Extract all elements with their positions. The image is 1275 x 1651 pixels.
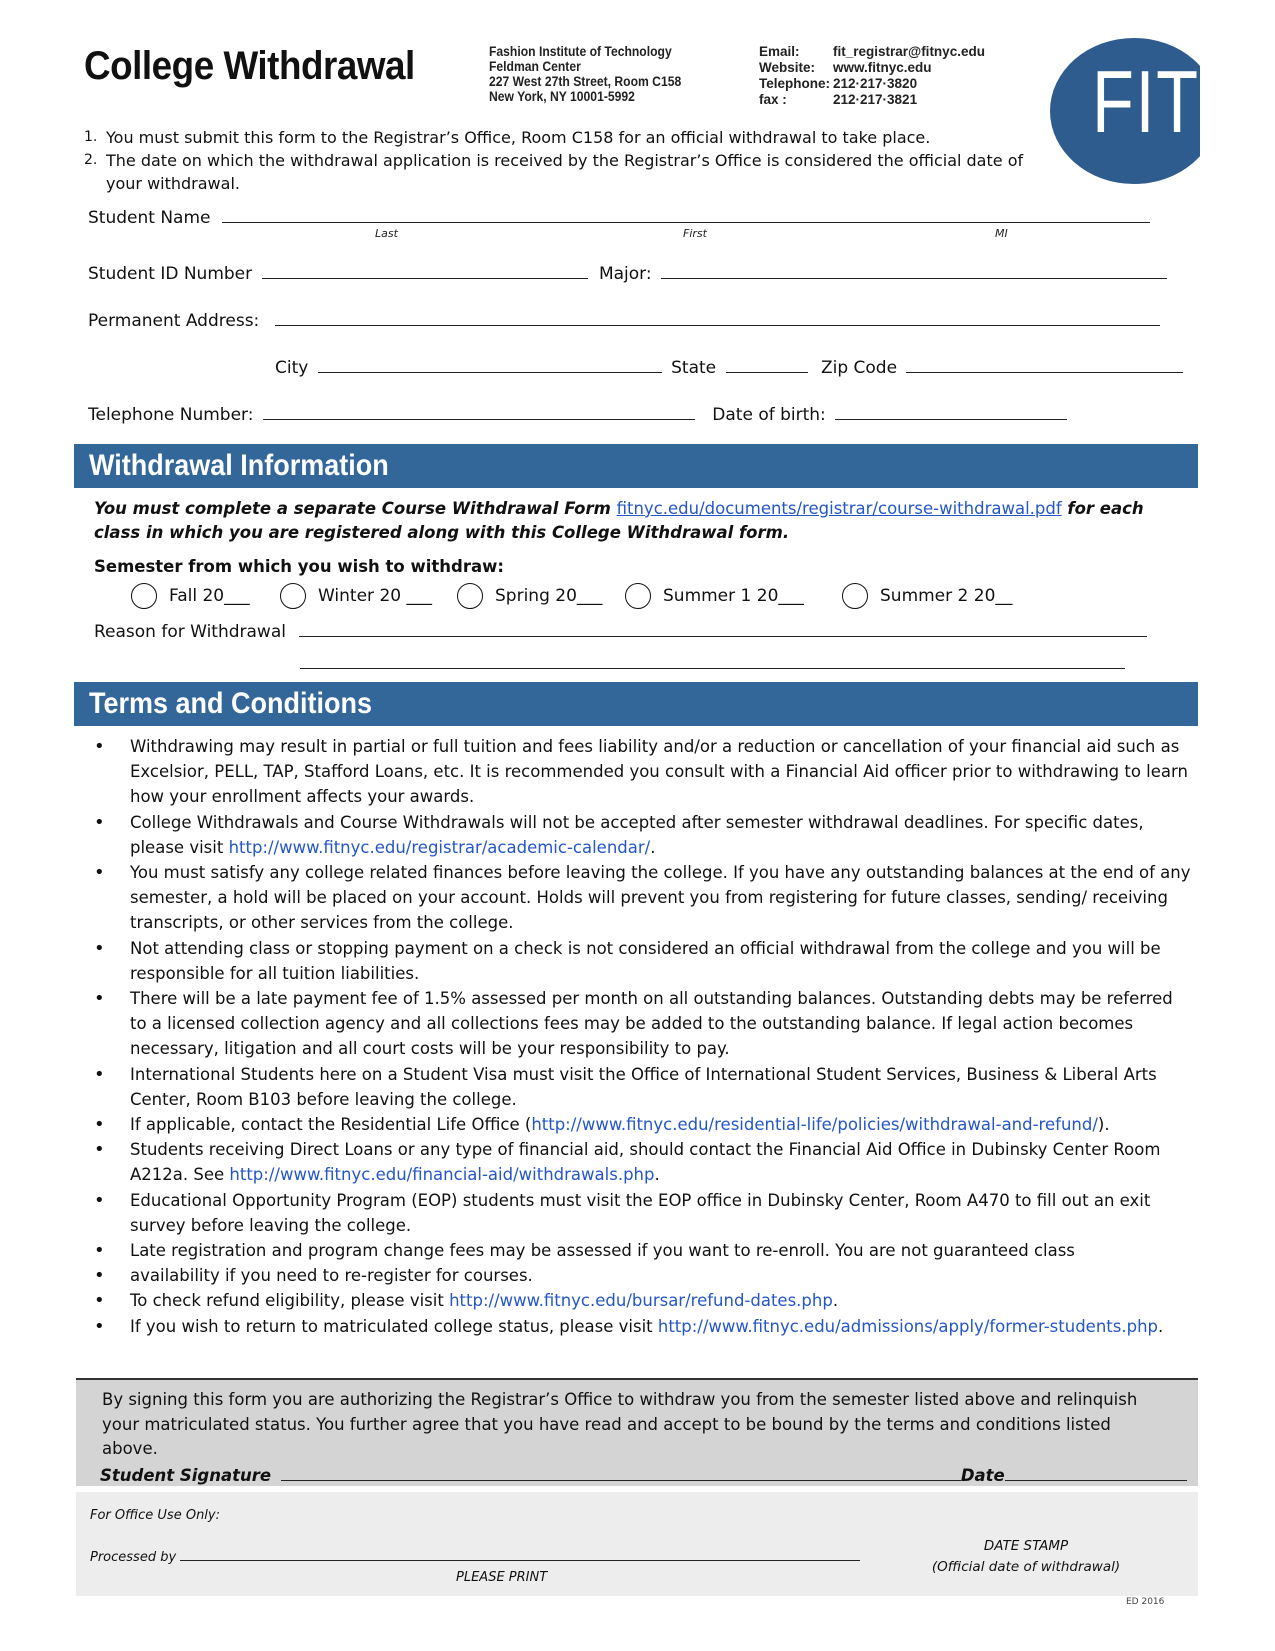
terms-item-text: If applicable, contact the Residential Life Office (: [130, 1115, 532, 1135]
zip-code-label: Zip Code: [820, 358, 898, 378]
dob-field[interactable]: [835, 403, 1067, 420]
instruction-text: You must complete a separate Course Withdrawal Form: [94, 499, 617, 518]
terms-item-text: Not attending class or stopping payment on a check is not considered an official withdrawal from the college and you will be responsible for all tuition liabilities.: [130, 938, 1161, 983]
phone-dob-row: [88, 403, 1067, 425]
office-use-label: For Office Use Only:: [90, 1508, 220, 1523]
contact-info: [759, 44, 985, 108]
website-value: www.fitnyc.edu: [833, 60, 932, 75]
please-print-note: PLEASE PRINT: [456, 1570, 548, 1585]
student-name-label: Student Name: [88, 208, 211, 228]
reason-row: [94, 620, 1147, 642]
instruction-text: The date on which the withdrawal application is received by the Registrar’s Office is considered the official date of your withdrawal.: [106, 151, 1024, 193]
terms-item-text: Withdrawing may result in partial or full tuition and fees liability and/or a reduction or cancellation of your financial aid such as Excelsior, PELL, TAP, Stafford Loans, etc. It is recommended you consult with a Financial Aid officer prior to withdrawing to learn how your enrollment affects your awards.: [130, 737, 1188, 807]
reason-field-line-2[interactable]: [300, 652, 1125, 669]
address-row: [88, 309, 1160, 331]
semester-label: Semester from which you wish to withdraw:: [94, 557, 504, 576]
terms-item-text: Educational Opportunity Program (EOP) students must visit the EOP office in Dubinsky Center, Room A470 to fill out an exit survey before leaving the college.: [130, 1190, 1151, 1235]
permanent-address-field[interactable]: [275, 309, 1160, 326]
state-label: State: [671, 358, 717, 378]
terms-list: [94, 734, 1194, 1339]
date-stamp-label: DATE STAMP: [983, 1538, 1069, 1554]
instructions-list: [84, 126, 1044, 195]
semester-option-label: Winter 20 ___: [318, 586, 432, 606]
address-line: New York, NY 10001-5992: [489, 89, 635, 104]
terms-item-text: .: [832, 1291, 839, 1311]
city-label: City: [275, 358, 309, 378]
terms-item-text: .: [1158, 1316, 1164, 1336]
terms-item-text: College Withdrawals and Course Withdrawals will not be accepted after semester withdrawal deadlines. For specific dates, please visit: [130, 812, 1144, 857]
radio-button[interactable]: [280, 583, 306, 609]
semester-option-label: Summer 1 20___: [663, 586, 804, 606]
terms-heading: [74, 682, 1198, 726]
contact-key: Telephone:: [759, 76, 831, 91]
reason-field[interactable]: [299, 620, 1147, 637]
radio-button[interactable]: [842, 583, 868, 609]
terms-item: [94, 986, 1194, 1062]
signature-box: [76, 1378, 1198, 1486]
instruction-item: [84, 149, 1044, 195]
terms-item: [94, 1263, 1194, 1288]
semester-option-summer2[interactable]: [842, 583, 1012, 609]
terms-item-text: Late registration and program change fees may be assessed if you want to re-enroll. You are not guaranteed class: [130, 1241, 1075, 1261]
terms-item-link[interactable]: http://www.fitnyc.edu/bursar/refund-dates.php: [449, 1291, 833, 1311]
radio-button[interactable]: [457, 583, 483, 609]
terms-item-text: Students receiving Direct Loans or any type of financial aid, should contact the Financial Aid Office in Dubinsky Center Room A212a. See: [130, 1140, 1161, 1185]
semester-option-label: Fall 20___: [169, 586, 250, 606]
institution-address: [489, 44, 681, 104]
terms-item: [94, 810, 1194, 860]
contact-key: Email:: [759, 44, 800, 59]
withdrawal-info-heading: [74, 444, 1198, 488]
terms-item: [94, 1188, 1194, 1238]
semester-option-spring[interactable]: [457, 583, 602, 609]
terms-item-link[interactable]: http://www.fitnyc.edu/registrar/academic-calendar/: [228, 837, 651, 857]
radio-button[interactable]: [131, 583, 157, 609]
instruction-item: [84, 126, 1044, 149]
terms-item-text: To check refund eligibility, please visit: [130, 1291, 450, 1311]
processed-by-field[interactable]: [180, 1548, 860, 1561]
instruction-text: You must submit this form to the Registrar’s Office, Room C158 for an official withdrawal to take place.: [106, 128, 931, 147]
course-withdrawal-link[interactable]: fitnyc.edu/documents/registrar/course-withdrawal.pdf: [616, 499, 1062, 518]
page-title: College Withdrawal: [84, 44, 415, 88]
first-name-caption: First: [683, 227, 707, 240]
terms-item-link[interactable]: http://www.fitnyc.edu/residential-life/policies/withdrawal-and-refund/: [531, 1115, 1098, 1135]
terms-item-text: If you wish to return to matriculated college status, please visit: [130, 1316, 658, 1336]
instruction-text: for each class in which you are registered along with this College Withdrawal form.: [94, 499, 1144, 542]
permanent-address-label: Permanent Address:: [88, 311, 260, 331]
address-line: Fashion Institute of Technology: [489, 44, 672, 59]
telephone-field[interactable]: [263, 403, 695, 420]
official-date-note: (Official date of withdrawal): [931, 1559, 1121, 1575]
terms-item-text: You must satisfy any college related finances before leaving the college. If you have any outstanding balances at the end of any semester, a hold will be placed on your account. Holds will prevent you from registering for future classes, sending/ receiving transcripts, or other services from the college.: [130, 863, 1191, 933]
state-field[interactable]: [726, 356, 808, 373]
email-value: fit_registrar@fitnyc.edu: [833, 44, 985, 59]
dob-label: Date of birth:: [712, 405, 826, 425]
section-title: Withdrawal Information: [89, 449, 389, 482]
terms-item-text: There will be a late payment fee of 1.5% assessed per month on all outstanding balances. Outstanding debts may be referred to a licensed collection agency and all collections fees may be added to the outstanding balance. If legal action becomes necessary, litigation and all court costs will be your responsibility to pay.: [130, 989, 1173, 1059]
terms-item: [94, 1062, 1194, 1112]
terms-item: [94, 860, 1194, 936]
mi-caption: MI: [995, 227, 1008, 240]
office-use-box: [76, 1492, 1198, 1596]
authorization-statement: By signing this form you are authorizing the Registrar’s Office to withdraw you from the semester listed above and relinquish your matriculated status. You further agree that you have read and accept to be bound by the terms and conditions listed above.: [102, 1390, 1138, 1458]
signature-date-label: Date: [960, 1466, 1005, 1485]
fit-logo: [1050, 38, 1200, 184]
address-line: Feldman Center: [489, 59, 581, 74]
course-withdrawal-instruction: [94, 497, 1194, 545]
semester-option-summer1[interactable]: [625, 583, 804, 609]
student-id-field[interactable]: [262, 262, 588, 279]
terms-item: [94, 1314, 1194, 1339]
processed-by-label: Processed by: [90, 1550, 177, 1565]
processed-by-row: [90, 1548, 860, 1565]
date-stamp-area: [926, 1536, 1126, 1578]
terms-item: [94, 734, 1194, 810]
terms-item-text: availability if you need to re-register for courses.: [130, 1266, 533, 1286]
reason-label: Reason for Withdrawal: [94, 622, 286, 642]
edition-label: ED 2016: [1126, 1597, 1165, 1607]
terms-item-link[interactable]: http://www.fitnyc.edu/admissions/apply/former-students.php: [657, 1316, 1158, 1336]
terms-item-text: .: [654, 1165, 660, 1185]
city-field[interactable]: [318, 356, 662, 373]
signature-row: [100, 1464, 1187, 1485]
section-title: Terms and Conditions: [89, 687, 373, 720]
terms-item-link[interactable]: http://www.fitnyc.edu/financial-aid/withdrawals.php: [229, 1165, 655, 1185]
contact-key: Website:: [759, 60, 816, 75]
terms-item: [94, 1288, 1194, 1313]
terms-item: [94, 1137, 1194, 1187]
student-name-field[interactable]: [222, 206, 1150, 223]
terms-item: [94, 1238, 1194, 1263]
telephone-value: 212·217·3820: [833, 76, 918, 91]
terms-item-text: ).: [1097, 1115, 1110, 1135]
address-line: 227 West 27th Street, Room C158: [489, 74, 682, 89]
zip-code-field[interactable]: [906, 356, 1183, 373]
semester-option-winter[interactable]: [280, 583, 432, 609]
signature-date-field[interactable]: [1005, 1464, 1187, 1481]
last-name-caption: Last: [375, 227, 398, 240]
major-field[interactable]: [661, 262, 1167, 279]
terms-item: [94, 936, 1194, 986]
terms-item-text: .: [650, 837, 656, 857]
logo-text: FIT: [1092, 52, 1200, 151]
terms-item-text: International Students here on a Student Visa must visit the Office of International Student Services, Business & Liberal Arts Center, Room B103 before leaving the college.: [130, 1064, 1157, 1109]
semester-option-label: Summer 2 20__: [880, 586, 1013, 606]
instruction-number: 1.: [84, 129, 98, 145]
semester-option-fall[interactable]: [131, 583, 250, 609]
student-id-row: [88, 262, 1167, 284]
student-signature-field[interactable]: [281, 1464, 961, 1481]
fax-value: 212·217·3821: [833, 92, 918, 107]
instruction-number: 2.: [84, 152, 98, 168]
contact-key: fax :: [759, 92, 787, 107]
semester-option-label: Spring 20___: [495, 586, 603, 606]
radio-button[interactable]: [625, 583, 651, 609]
student-name-row: [88, 206, 1150, 228]
major-label: Major:: [598, 264, 652, 284]
student-id-label: Student ID Number: [88, 264, 253, 284]
city-state-zip-row: [275, 356, 1183, 378]
telephone-label: Telephone Number:: [88, 405, 254, 425]
student-signature-label: Student Signature: [100, 1466, 272, 1485]
terms-item: [94, 1112, 1194, 1137]
